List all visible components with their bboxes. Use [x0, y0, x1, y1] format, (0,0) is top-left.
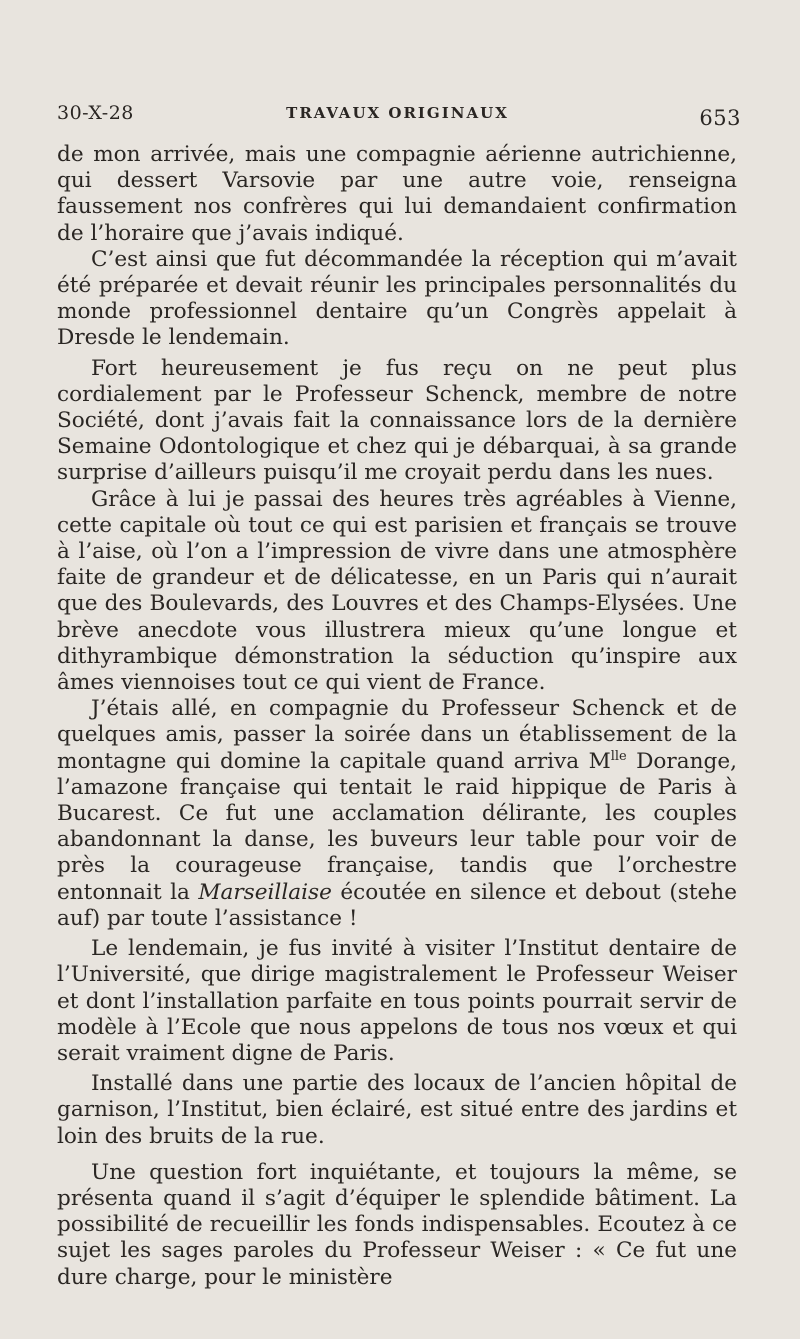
page-number: 653	[699, 106, 741, 130]
paragraph-5-part-2: Dorange, l’amazone française qui tentait le raid hippique de Paris à Bucarest. Ce fut une acclamation délirante, les couples abandonnant la danse, les buveurs leur table pour voir de près la courageuse française, tandis que l’orchestre entonnait la	[57, 748, 737, 905]
paragraph-4: Grâce à lui je passai des heures très agréables à Vienne, cette capitale où tout ce qui est parisien et français se trouve à l’aise, où l’on a l’impression de vivre dans une atmosphère faite de grandeur et de délicatesse, en un Paris qui n’aurait que des Boulevards, des Louvres et des Champs-Elysées. Une brève anecdote vous illustrera mieux qu’une longue et dithyrambique démonstration la séduction qu’inspire aux âmes viennoises tout ce qui vient de France.	[57, 486, 737, 696]
paragraph-5	[57, 696, 737, 932]
paragraph-2: C’est ainsi que fut décommandée la réception qui m’avait été préparée et devait réunir les principales personnalités du monde professionnel dentaire qu’un Congrès appelait à Dresde le lendemain.	[57, 246, 737, 351]
body-text	[57, 142, 737, 1291]
paragraph-8: Une question fort inquiétante, et toujours la même, se présenta quand il s’agit d’équiper le splendide bâtiment. La possibilité de recueillir les fonds indispensables. Ecoutez à ce sujet les sages paroles du Professeur Weiser : « Ce fut une dure charge, pour le ministère	[57, 1159, 737, 1290]
mlle-superscript: lle	[610, 748, 627, 764]
paragraph-1: de mon arrivée, mais une compagnie aérienne autrichienne, qui dessert Varsovie par une autre voie, renseigna faussement nos confrères qui lui demandaient confirmation de l’horaire que j’avais indiqué.	[57, 142, 737, 246]
paragraph-5-part-3: écoutée en silence et debout (stehe auf) par toute l’assistance !	[57, 879, 737, 931]
header-title: TRAVAUX ORIGINAUX	[286, 104, 509, 122]
running-header	[57, 100, 741, 130]
paragraph-6: Le lendemain, je fus invité à visiter l’Institut dentaire de l’Université, que dirige magistralement le Professeur Weiser et dont l’installation parfaite en tous points pourrait servir de modèle à l’Ecole que nous appelons de tous nos vœux et qui serait vraiment digne de Paris.	[57, 936, 737, 1066]
paragraph-5-part-1: J’étais allé, en compagnie du Professeur Schenck et de quelques amis, passer la soirée dans un établissement de la montagne qui domine la capitale quand arriva M	[57, 696, 737, 774]
paragraph-3: Fort heureusement je fus reçu on ne peut plus cordialement par le Professeur Schenck, membre de notre Société, dont j’avais fait la connaissance lors de la dernière Semaine Odontologique et chez qui je débarquai, à sa grande surprise d’ailleurs puisqu’il me croyait perdu dans les nues.	[57, 355, 737, 486]
paragraph-7: Installé dans une partie des locaux de l’ancien hôpital de garnison, l’Institut, bien éclairé, est situé entre des jardins et loin des bruits de la rue.	[57, 1071, 737, 1149]
header-date: 30-X-28	[57, 102, 134, 124]
emphasis-marseillaise: Marseillaise	[198, 879, 332, 905]
